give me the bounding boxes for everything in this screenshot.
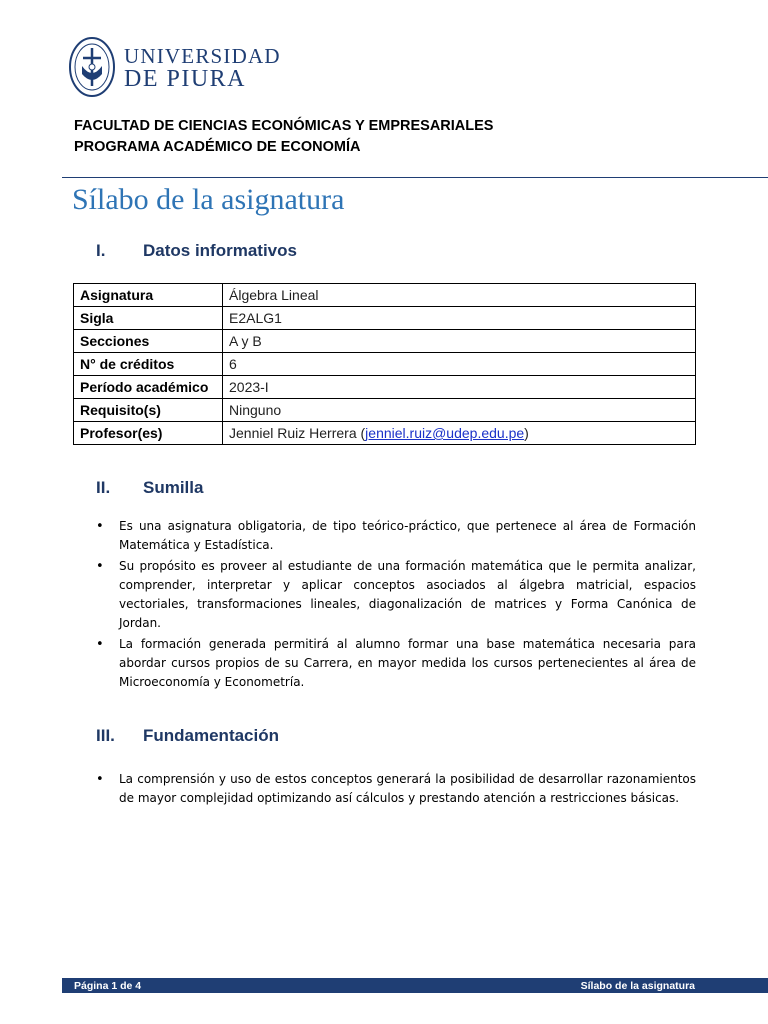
info-value: Álgebra Lineal [223,284,696,307]
bullet-item: • Es una asignatura obligatoria, de tipo teórico-práctico, que pertenece al área de Formación Matemática y Estadística. [96,517,696,555]
logo-wordmark-line1: UNIVERSIDAD [124,44,281,68]
info-row [74,422,696,445]
info-row [74,376,696,399]
info-key: Sigla [74,307,223,330]
faculty-heading [74,116,493,158]
info-row [74,330,696,353]
section-title: Datos informativos [143,241,297,260]
faculty-name: FACULTAD DE CIENCIAS ECONÓMICAS Y EMPRESARIALES [74,118,494,134]
info-key: Secciones [74,330,223,353]
info-key: Asignatura [74,284,223,307]
info-table [73,283,696,445]
info-value [223,422,696,445]
info-key: Período académico [74,376,223,399]
info-row [74,284,696,307]
info-value: 6 [223,353,696,376]
info-key: Requisito(s) [74,399,223,422]
info-value: 2023-I [223,376,696,399]
bullet-item: • La formación generada permitirá al alumno formar una base matemática necesaria para abordar cursos propios de su Carrera, en mayor medida los cursos pertenecientes al área de Microeconomía y Econometría. [96,635,696,692]
info-value: Ninguno [223,399,696,422]
bullet-item: • La comprensión y uso de estos conceptos generará la posibilidad de desarrollar razonamientos de mayor complejidad optimizando así cálculos y prestando atención a restricciones básicas. [96,770,696,808]
section-heading-sumilla [96,478,203,498]
sumilla-list [96,517,696,694]
info-key: Profesor(es) [74,422,223,445]
closing-paren: ) [524,425,529,441]
bullet-item: • Su propósito es proveer al estudiante de una formación matemática que le permita analizar, comprender, interpretar y aplicar conceptos asociados al álgebra matricial, espacios vectoriales, transformaciones lineales, diagonalización de matrices y Forma Canónica de Jordan. [96,557,696,633]
page-number: Página 1 de 4 [74,980,142,992]
section-title: Fundamentación [143,726,280,745]
university-seal-icon [68,36,116,98]
section-number: III. [96,726,115,745]
section-heading-fundamentacion [96,726,279,746]
header-divider [62,177,768,178]
footer-document-title: Sílabo de la asignatura [580,980,695,992]
section-number: II. [96,478,111,497]
info-value: E2ALG1 [223,307,696,330]
section-title: Sumilla [143,478,204,497]
section-heading-datos [96,241,297,261]
logo-wordmark-line2: DE PIURA [124,66,247,92]
professor-email-link[interactable]: jenniel.ruiz@udep.edu.pe [365,425,525,441]
info-row [74,307,696,330]
info-key: N° de créditos [74,353,223,376]
fundamentacion-list [96,770,696,810]
program-name: PROGRAMA ACADÉMICO DE ECONOMÍA [74,139,361,155]
info-row [74,399,696,422]
university-logo [68,36,281,102]
info-row [74,353,696,376]
section-number: I. [96,241,106,260]
info-value: A y B [223,330,696,353]
page-title: Sílabo de la asignatura [72,183,345,216]
professor-name: Jenniel Ruiz Herrera ( [229,425,366,441]
